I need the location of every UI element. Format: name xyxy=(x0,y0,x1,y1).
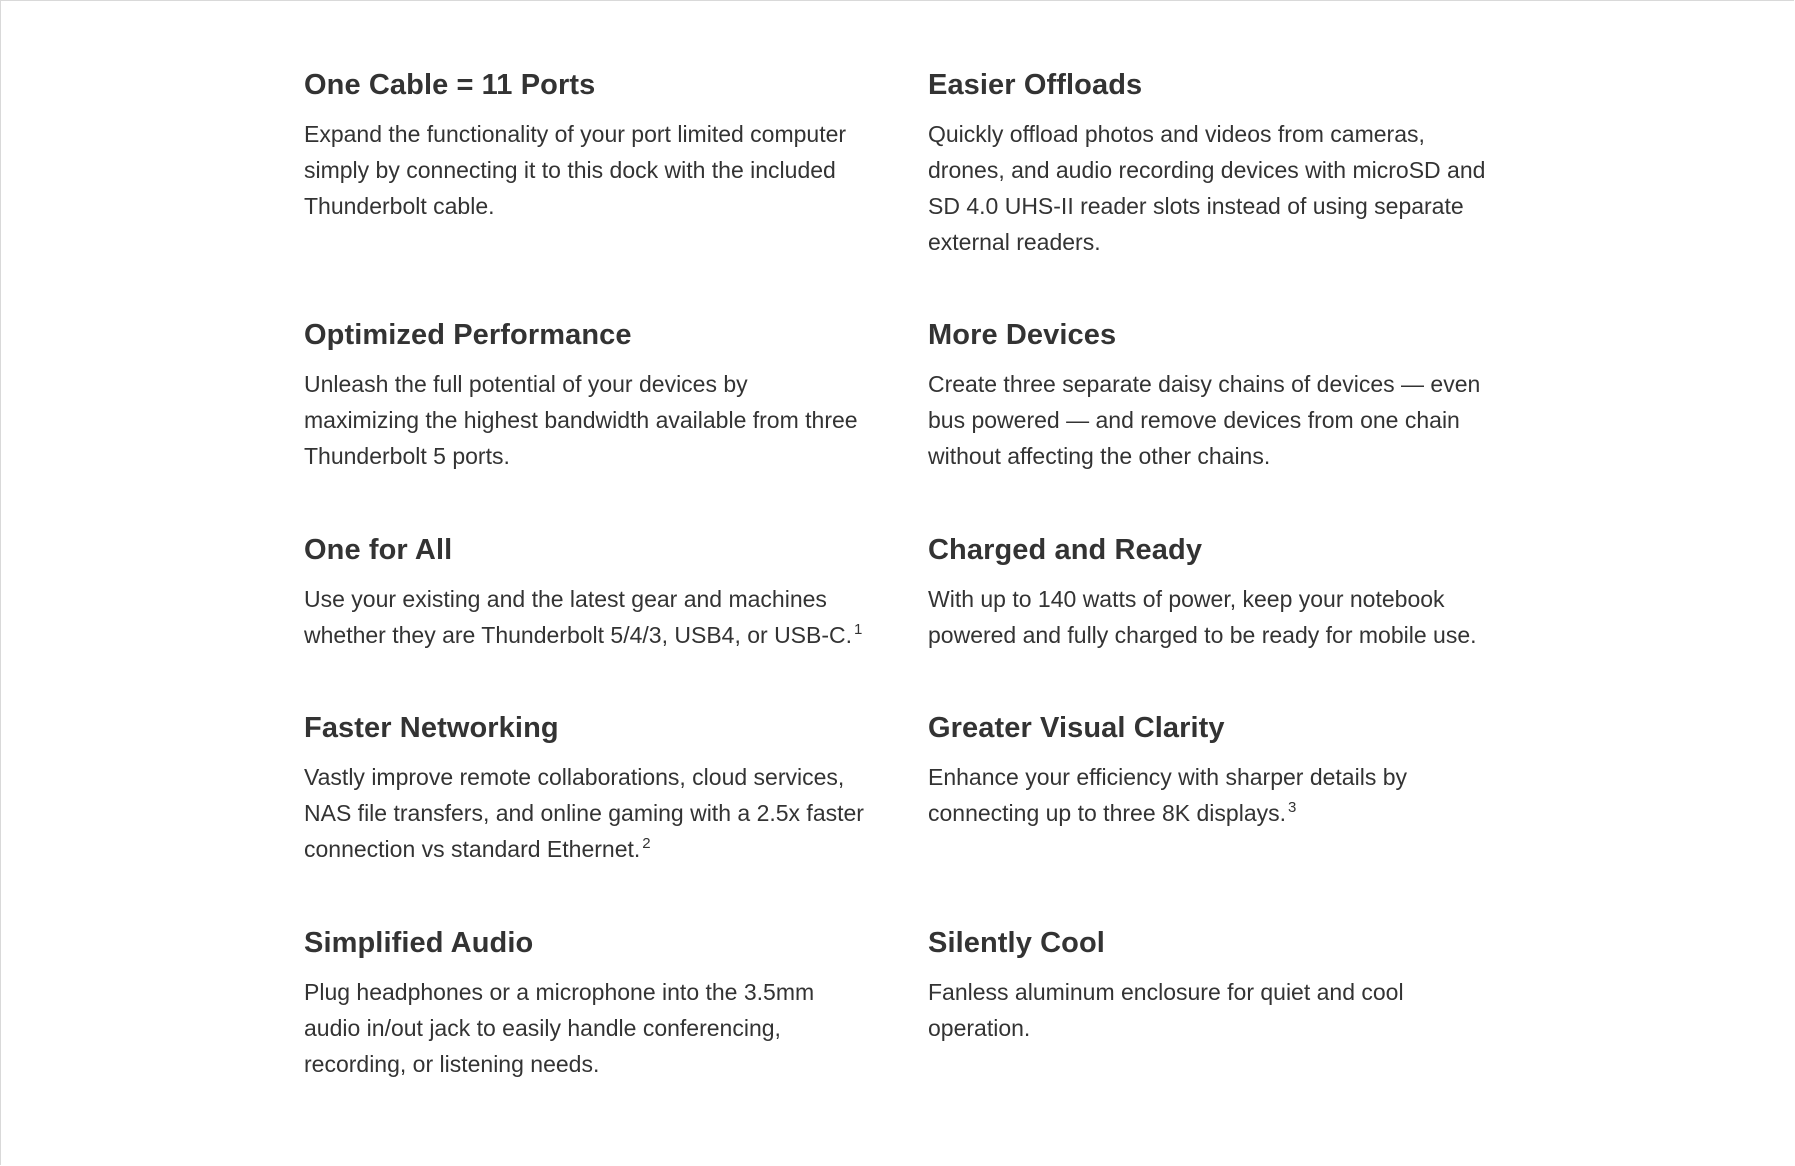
feature-more-devices xyxy=(928,316,1502,531)
feature-one-for-all xyxy=(304,531,878,709)
feature-title: Greater Visual Clarity xyxy=(928,712,1225,744)
feature-title: Optimized Performance xyxy=(304,319,632,351)
feature-title: Simplified Audio xyxy=(304,927,534,959)
feature-title: More Devices xyxy=(928,319,1117,351)
footnote-marker[interactable]: 3 xyxy=(1288,799,1297,817)
feature-grid xyxy=(304,66,1504,1124)
feature-description: Unleash the full potential of your devices by maximizing the highest bandwidth available from three Thunderbolt 5 ports. xyxy=(304,371,858,469)
feature-description: With up to 140 watts of power, keep your notebook powered and fully charged to be ready for mobile use. xyxy=(928,586,1477,648)
feature-optimized-performance xyxy=(304,316,878,531)
feature-title: Silently Cool xyxy=(928,927,1105,959)
feature-easier-offloads xyxy=(928,66,1502,316)
feature-silently-cool xyxy=(928,924,1502,1124)
feature-description: Expand the functionality of your port limited computer simply by connecting it to this dock with the included Thunderbolt cable. xyxy=(304,121,847,219)
feature-description: Create three separate daisy chains of devices — even bus powered — and remove devices from one chain without affecting the other chains. xyxy=(928,371,1481,469)
feature-description: Vastly improve remote collaborations, cloud services, NAS file transfers, and online gaming with a 2.5x faster connection vs standard Ethernet. $^2$ xyxy=(304,764,864,862)
footnote-marker[interactable]: 1 xyxy=(854,621,863,639)
feature-description: Enhance your efficiency with sharper details by connecting up to three 8K displays. $^3$ xyxy=(928,764,1408,826)
feature-greater-visual-clarity xyxy=(928,709,1502,924)
feature-title: One for All xyxy=(304,534,453,566)
feature-description: Quickly offload photos and videos from cameras, drones, and audio recording devices with microSD and SD 4.0 UHS-II reader slots instead of using separate external readers. xyxy=(928,121,1486,255)
feature-one-cable xyxy=(304,66,878,316)
feature-description: Plug headphones or a microphone into the 3.5mm audio in/out jack to easily handle conferencing, recording, or listening needs. xyxy=(304,979,815,1077)
feature-faster-networking xyxy=(304,709,878,924)
feature-description: Fanless aluminum enclosure for quiet and cool operation. xyxy=(928,979,1404,1041)
feature-charged-and-ready xyxy=(928,531,1502,709)
feature-simplified-audio xyxy=(304,924,878,1124)
feature-title: One Cable = 11 Ports xyxy=(304,69,596,101)
feature-title: Faster Networking xyxy=(304,712,559,744)
feature-description: Use your existing and the latest gear and machines whether they are Thunderbolt 5/4/3, USB4, or USB-C. $^1$ xyxy=(304,586,863,648)
footnote-marker[interactable]: 2 xyxy=(642,835,651,853)
feature-title: Easier Offloads xyxy=(928,69,1143,101)
feature-title: Charged and Ready xyxy=(928,534,1203,566)
